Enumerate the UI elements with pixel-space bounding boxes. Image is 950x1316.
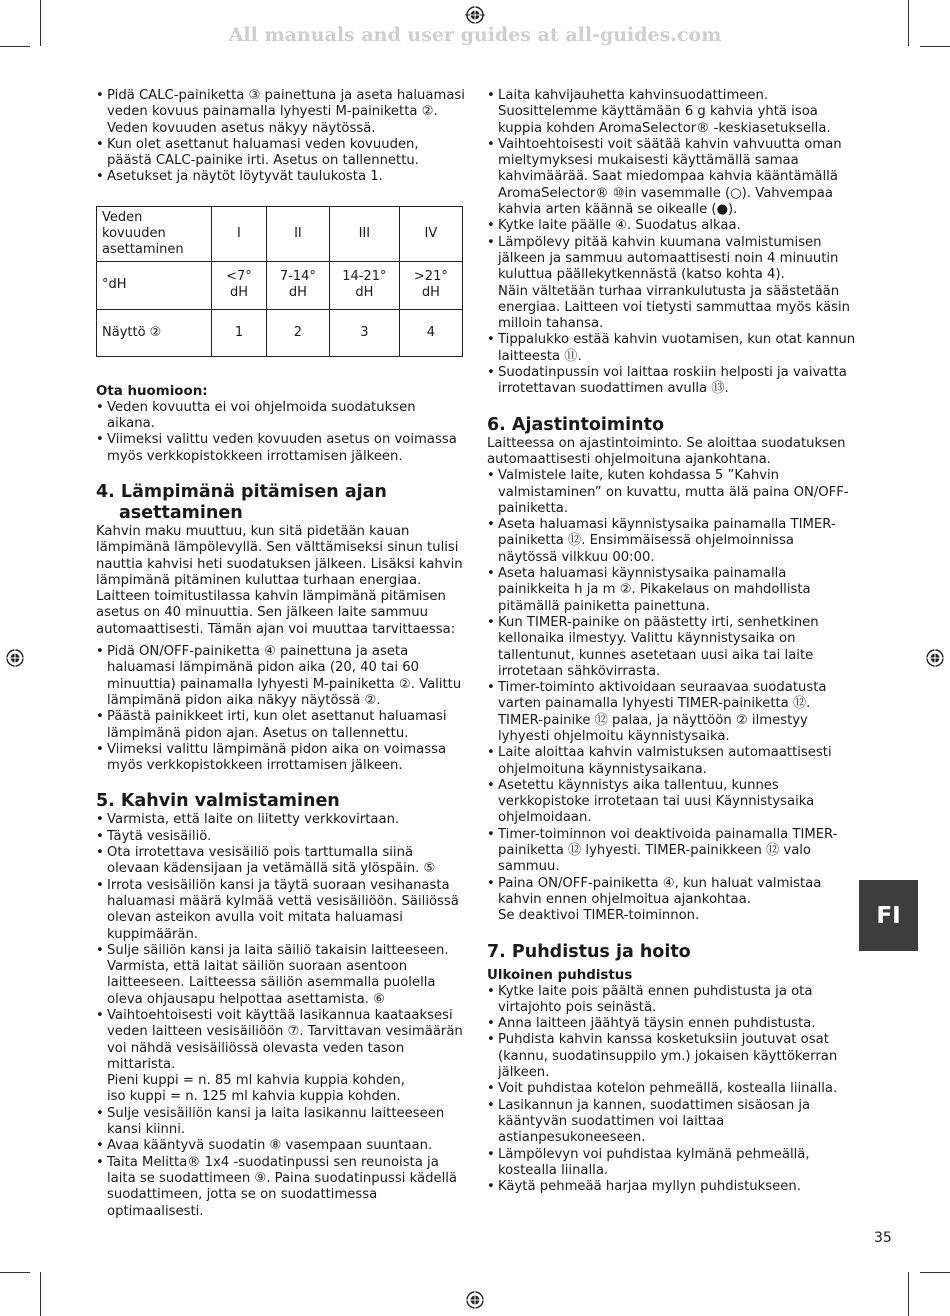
list-item: • Paina ON/OFF-painiketta ④, kun haluat valmistaa kahvin ennen ohjelmoitua ajankohtaa. Se deaktivoi TIMER-toiminnon. xyxy=(487,876,857,925)
crop-mark xyxy=(920,1272,950,1273)
list-item: • Päästä painikkeet irti, kun olet asettanut haluamasi lämpimänä pidon ajan. Asetus on tallennettu. xyxy=(96,709,466,742)
table-header-cell: °dH xyxy=(97,261,212,309)
section-number: 6. xyxy=(487,414,506,435)
list-item: • Sulje vesisäiliön kansi ja laita lasikannu laitteeseen kansi kiinni. xyxy=(96,1106,466,1139)
table-cell: 1 xyxy=(212,309,267,356)
section-4-paragraph: Kahvin maku muuttuu, kun sitä pidetään kauan lämpimänä lämpölevyllä. Sen välttämiseksi sinun tulisi nauttia kahvisi heti suodatuksen jälkeen. Lisäksi kahvin lämpimänä pitäminen kuluttaa turhaan energiaa. Laitteen toimitustilassa kahvin lämpimänä pitämisen asetus on 40 minuuttia. Sen jälkeen laite sammuu automaattisesti. Tämän ajan voi muuttaa tarvittaessa: xyxy=(96,523,463,637)
crop-mark xyxy=(0,1272,30,1273)
list-item: • Asetukset ja näytöt löytyvät taulukosta 1. xyxy=(96,169,466,185)
crop-mark xyxy=(0,46,30,47)
table-cell: 4 xyxy=(399,309,462,356)
list-item: • Asetettu käynnistys aika tallentuu, kunnes verkkopistoke irrotetaan tai uusi Käynnistysaika ohjelmoidaan. xyxy=(487,778,857,827)
list-item: • Veden kovuutta ei voi ohjelmoida suodatuksen aikana. xyxy=(96,400,466,433)
registration-mark-icon xyxy=(5,648,25,668)
table-header-cell: Näyttö ② xyxy=(97,309,212,356)
table-cell: 3 xyxy=(329,309,399,356)
table-cell: III xyxy=(329,206,399,261)
table-header-cell: Veden kovuuden asettaminen xyxy=(97,206,212,261)
note-heading: Ota huomioon: xyxy=(96,383,208,399)
section-number: 4. xyxy=(96,481,115,502)
list-item: • Ota irrotettava vesisäiliö pois tarttumalla siinä olevaan kädensijaan ja vetämällä sitä ylöspäin. ⑤ xyxy=(96,845,466,878)
table-row xyxy=(97,309,463,356)
brewing-continued-list xyxy=(487,88,857,398)
table-cell: I xyxy=(212,206,267,261)
list-item: • Valmistele laite, kuten kohdassa 5 ”Kahvin valmistaminen” on kuvattu, mutta älä paina ON/OFF-painiketta. xyxy=(487,468,857,517)
section-7-subheading: Ulkoinen puhdistus xyxy=(487,967,633,983)
list-item: • Voit puhdistaa kotelon pehmeällä, kostealla liinalla. xyxy=(487,1081,857,1097)
crop-mark xyxy=(908,0,909,46)
list-item: • Käytä pehmeää harjaa myllyn puhdistukseen. xyxy=(487,1179,857,1195)
crop-mark xyxy=(908,1272,909,1316)
list-item: • Lämpölevyn voi puhdistaa kylmänä pehmeällä, kostealla liinalla. xyxy=(487,1147,857,1180)
list-item: • Aseta haluamasi käynnistysaika painamalla painikkeita h ja m ②. Pikakelaus on mahdollista pitämällä painiketta painettuna. xyxy=(487,566,857,615)
table-cell: IV xyxy=(399,206,462,261)
section-5-list xyxy=(96,812,466,1219)
table-row xyxy=(97,206,463,261)
table-cell: <7° dH xyxy=(212,261,267,309)
table-cell: 14-21° dH xyxy=(329,261,399,309)
list-item: • Puhdista kahvin kanssa kosketuksiin joutuvat osat (kannu, suodatinsuppilo ym.) jokaisen käyttökerran jälkeen. xyxy=(487,1032,857,1081)
section-number: 5. xyxy=(96,791,115,812)
list-item: • Lämpölevy pitää kahvin kuumana valmistumisen jälkeen ja sammuu automaattisesti noin 4 minuutin kuluttua päällekytkennästä (katso kohta 4). Näin vältetään turhaa virrankulutusta ja säästetään energiaa. Laitteen voi tietysti sammuttaa myös käsin milloin tahansa. xyxy=(487,235,857,333)
list-item: • Timer-toiminnon voi deaktivoida painamalla TIMER-painiketta ⑫ lyhyesti. TIMER-painikkeen ⑫ valo sammuu. xyxy=(487,827,857,876)
section-5-heading xyxy=(96,791,466,812)
crop-mark xyxy=(40,0,41,46)
language-tab: FI xyxy=(859,880,918,951)
section-title-continued: asettaminen xyxy=(119,502,243,523)
section-7-heading xyxy=(487,942,857,963)
list-item: • Varmista, että laite on liitetty verkkovirtaan. xyxy=(96,812,466,828)
section-title: Lämpimänä pitämisen ajan xyxy=(120,481,387,502)
list-item: • Laita kahvijauhetta kahvinsuodattimeen. Suosittelemme käyttämään 6 g kahvia yhtä isoa kuppia kohden AromaSelector® -keskiasetuksella. xyxy=(487,88,857,137)
list-item: • Irrota vesisäiliön kansi ja täytä suoraan vesihanasta haluamasi määrä kylmää vettä vesisäiliöön. Säiliössä olevan asteikon avulla voit mitata haluamasi kuppimäärän. xyxy=(96,878,466,943)
note-list xyxy=(96,400,466,465)
section-6-paragraph: Laitteessa on ajastintoiminto. Se aloittaa suodatuksen automaattisesti ohjelmoituna ajankohtana. xyxy=(487,435,846,467)
list-item: • Täytä vesisäiliö. xyxy=(96,829,466,845)
list-item: • Sulje säiliön kansi ja laita säiliö takaisin laitteeseen. Varmista, että laitat säiliön suoraan asentoon laitteeseen. Laitteessa säiliön asemmalla puolella oleva ohjausapu helpottaa asettamista. ⑥ xyxy=(96,943,466,1008)
list-item: • Pidä ON/OFF-painiketta ④ painettuna ja aseta haluamasi lämpimänä pidon aika (20, 40 tai 60 minuuttia) painamalla lyhyesti M-painiketta ②. Valittu lämpimänä pidon aika näkyy näytössä ②. xyxy=(96,644,466,709)
section-title: Kahvin valmistaminen xyxy=(120,791,340,812)
section-6-heading xyxy=(487,415,857,436)
section-4-heading xyxy=(96,482,466,524)
list-item: • Kun olet asettanut haluamasi veden kovuuden, päästä CALC-painike irti. Asetus on tallennettu. xyxy=(96,137,466,170)
list-item: • Viimeksi valittu lämpimänä pidon aika on voimassa myös verkkopistokkeen irrottamisen jälkeen. xyxy=(96,742,466,775)
section-4-list xyxy=(96,644,466,774)
table-cell: II xyxy=(266,206,329,261)
page-number: 35 xyxy=(874,1230,892,1246)
intro-list xyxy=(96,88,466,186)
list-item: • Avaa kääntyvä suodatin ⑧ vasempaan suuntaan. xyxy=(96,1138,466,1154)
crop-mark xyxy=(40,1272,41,1316)
right-column xyxy=(487,88,857,1195)
table-cell: 2 xyxy=(266,309,329,356)
list-item: • Suodatinpussin voi laittaa roskiin helposti ja vaivatta irrotettavan suodattimen avulla ⑬. xyxy=(487,365,857,398)
list-item: • Timer-toiminto aktivoidaan seuraavaa suodatusta varten painamalla lyhyesti TIMER-painiketta ⑫. TIMER-painike ⑫ palaa, ja näyttöön ② ilmestyy lyhyesti ohjelmoitu käynnistysaika. xyxy=(487,680,857,745)
crop-mark xyxy=(920,46,950,47)
list-item: • Pidä CALC-painiketta ③ painettuna ja aseta haluamasi veden kovuus painamalla lyhyesti M-painiketta ②. Veden kovuuden asetus näkyy näytössä. xyxy=(96,88,466,137)
watermark-text: All manuals and user guides at all-guides.com xyxy=(228,24,722,46)
list-item: • Aseta haluamasi käynnistysaika painamalla TIMER-painiketta ⑫. Ensimmäisessä ohjelmoinnissa näytössä vilkkuu 00:00. xyxy=(487,517,857,566)
registration-mark-icon xyxy=(925,648,945,668)
section-title: Ajastintoiminto xyxy=(511,414,664,435)
list-item: • Anna laitteen jäähtyä täysin ennen puhdistusta. xyxy=(487,1016,857,1032)
list-item: • Kytke laite pois päältä ennen puhdistusta ja ota virtajohto pois seinästä. xyxy=(487,984,857,1017)
registration-mark-icon xyxy=(465,5,485,25)
left-column xyxy=(96,88,466,1220)
table-cell: 7-14° dH xyxy=(266,261,329,309)
section-number: 7. xyxy=(487,941,506,962)
water-hardness-table xyxy=(96,206,463,357)
list-item: • Tippalukko estää kahvin vuotamisen, kun otat kannun laitteesta ⑪. xyxy=(487,332,857,365)
registration-mark-icon xyxy=(465,1290,485,1310)
list-item: • Lasikannun ja kannen, suodattimen sisäosan ja kääntyvän suodattimen voi laittaa astianpesukoneeseen. xyxy=(487,1098,857,1147)
section-title: Puhdistus ja hoito xyxy=(511,941,691,962)
list-item: • Kytke laite päälle ④. Suodatus alkaa. xyxy=(487,218,857,234)
list-item: • Laite aloittaa kahvin valmistuksen automaattisesti ohjelmoituna käynnistysaikana. xyxy=(487,745,857,778)
list-item: • Kun TIMER-painike on päästetty irti, senhetkinen kellonaika ilmestyy. Valittu käynnistysaika on tallentunut, kunnes asetetaan uusi aika tai laite irrotetaan sähkövirrasta. xyxy=(487,615,857,680)
list-item: • Vaihtoehtoisesti voit käyttää lasikannua kaataaksesi veden laitteen vesisäiliöön ⑦. Tarvittavan vesimäärän voi nähdä vesisäiliössä olevasta veden tason mittarista. Pieni kuppi = n. 85 ml kahvia kuppia kohden, iso kuppi = n. 125 ml kahvia kuppia kohden. xyxy=(96,1008,466,1106)
section-7-list xyxy=(487,984,857,1196)
table-cell: >21° dH xyxy=(399,261,462,309)
section-6-list xyxy=(487,468,857,924)
table-row xyxy=(97,261,463,309)
list-item: • Vaihtoehtoisesti voit säätää kahvin vahvuutta oman mieltymyksesi mukaisesti käyttämällä samaa kahvimäärää. Saat miedompaa kahvia kääntämällä AromaSelector® ⑩in vasemmalle (○). Vahvempaa kahvia arten käännä se oikealle (●). xyxy=(487,137,857,218)
list-item: • Viimeksi valittu veden kovuuden asetus on voimassa myös verkkopistokkeen irrottamisen jälkeen. xyxy=(96,432,466,465)
list-item: • Taita Melitta® 1x4 -suodatinpussi sen reunoista ja laita se suodattimeen ⑨. Paina suodatinpussi kädellä suodattimeen, jotta se on suodattimessa optimaalisesti. xyxy=(96,1155,466,1220)
